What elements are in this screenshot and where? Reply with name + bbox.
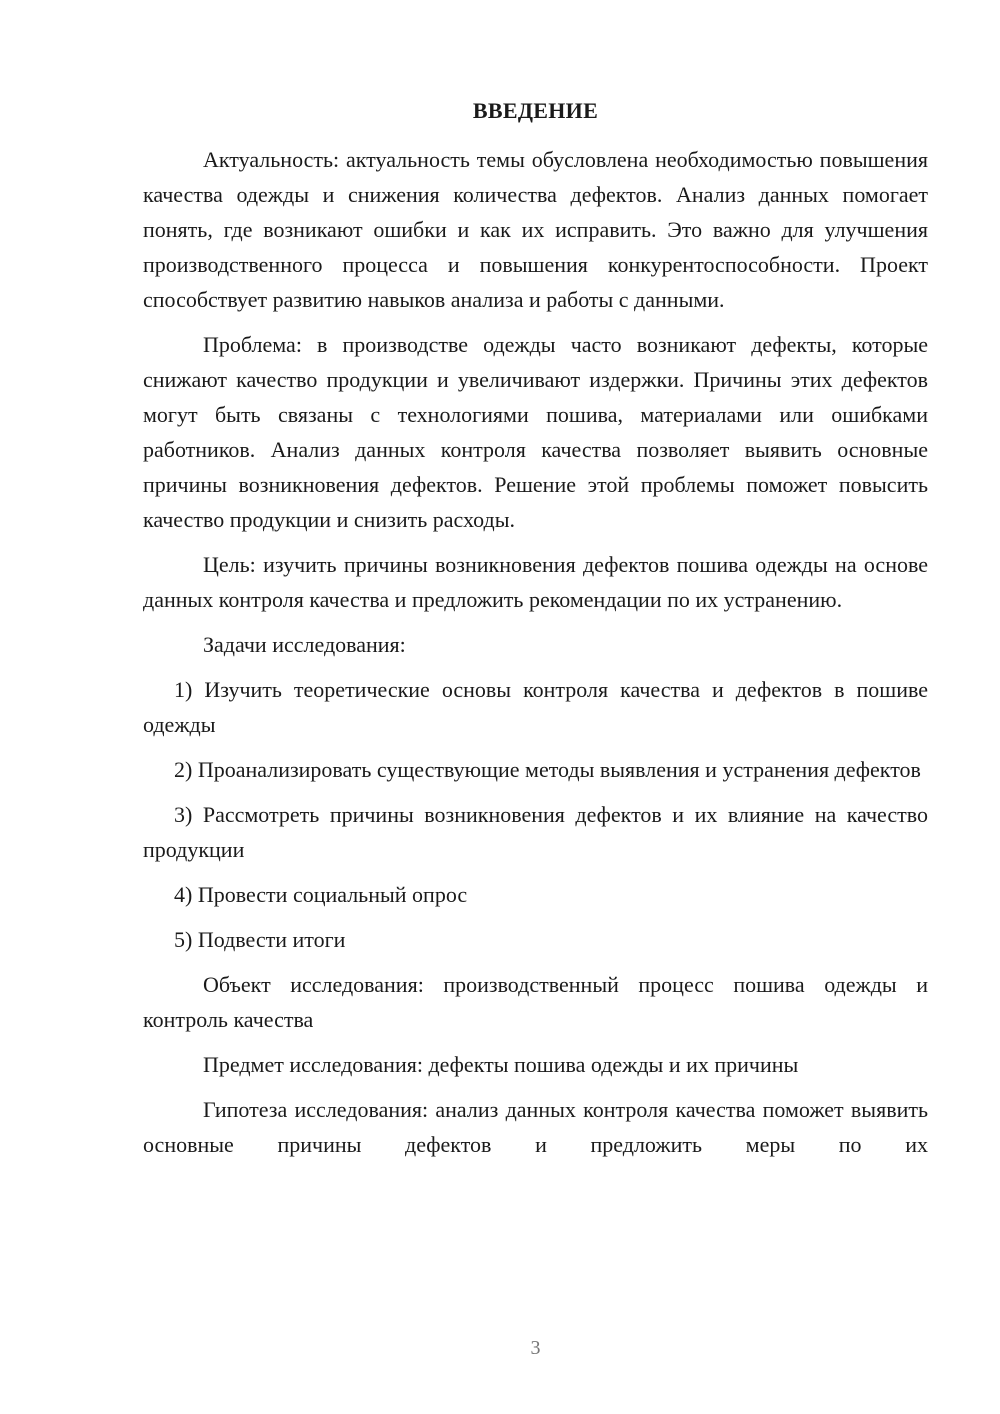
- paragraph-tasks-heading: Задачи исследования:: [203, 632, 406, 657]
- task-item-1: 1) Изучить теоретические основы контроля качества и дефектов в пошиве одежды: [143, 677, 928, 737]
- paragraph-object: Объект исследования: производственный процесс пошива одежды и контроль качества: [143, 972, 928, 1032]
- task-item-3: 3) Рассмотреть причины возникновения дефектов и их влияние на качество продукции: [143, 802, 928, 862]
- paragraph-problem: Проблема: в производстве одежды часто возникают дефекты, которые снижают качество продукции и увеличивают издержки. Причины этих дефектов могут быть связаны с технологиями пошива, материалами или ошибками работников. Анализ данных контроля качества позволяет выявить основные причины возникновения дефектов. Решение этой проблемы поможет повысить качество продукции и снизить расходы.: [143, 332, 928, 532]
- document-body: [143, 142, 928, 1162]
- paragraph-goal: Цель: изучить причины возникновения дефектов пошива одежды на основе данных контроля качества и предложить рекомендации по их устранению.: [143, 552, 928, 612]
- task-item-2: 2) Проанализировать существующие методы выявления и устранения дефектов: [174, 757, 921, 782]
- paragraph-subject: Предмет исследования: дефекты пошива одежды и их причины: [203, 1052, 799, 1077]
- task-item-4: 4) Провести социальный опрос: [174, 882, 468, 907]
- page-heading: ВВЕДЕНИЕ: [472, 98, 599, 123]
- paragraph-hypothesis: Гипотеза исследования: анализ данных контроля качества поможет выявить основные причины дефектов и предложить меры по их: [143, 1097, 928, 1157]
- paragraph-relevance: Актуальность: актуальность темы обусловлена необходимостью повышения качества одежды и снижения количества дефектов. Анализ данных помогает понять, где возникают ошибки и как их исправить. Это важно для улучшения производственного процесса и повышения конкурентоспособности. Проект способствует развитию навыков анализа и работы с данными.: [143, 147, 928, 312]
- page-number: 3: [530, 1337, 541, 1359]
- task-item-5: 5) Подвести итоги: [174, 927, 346, 952]
